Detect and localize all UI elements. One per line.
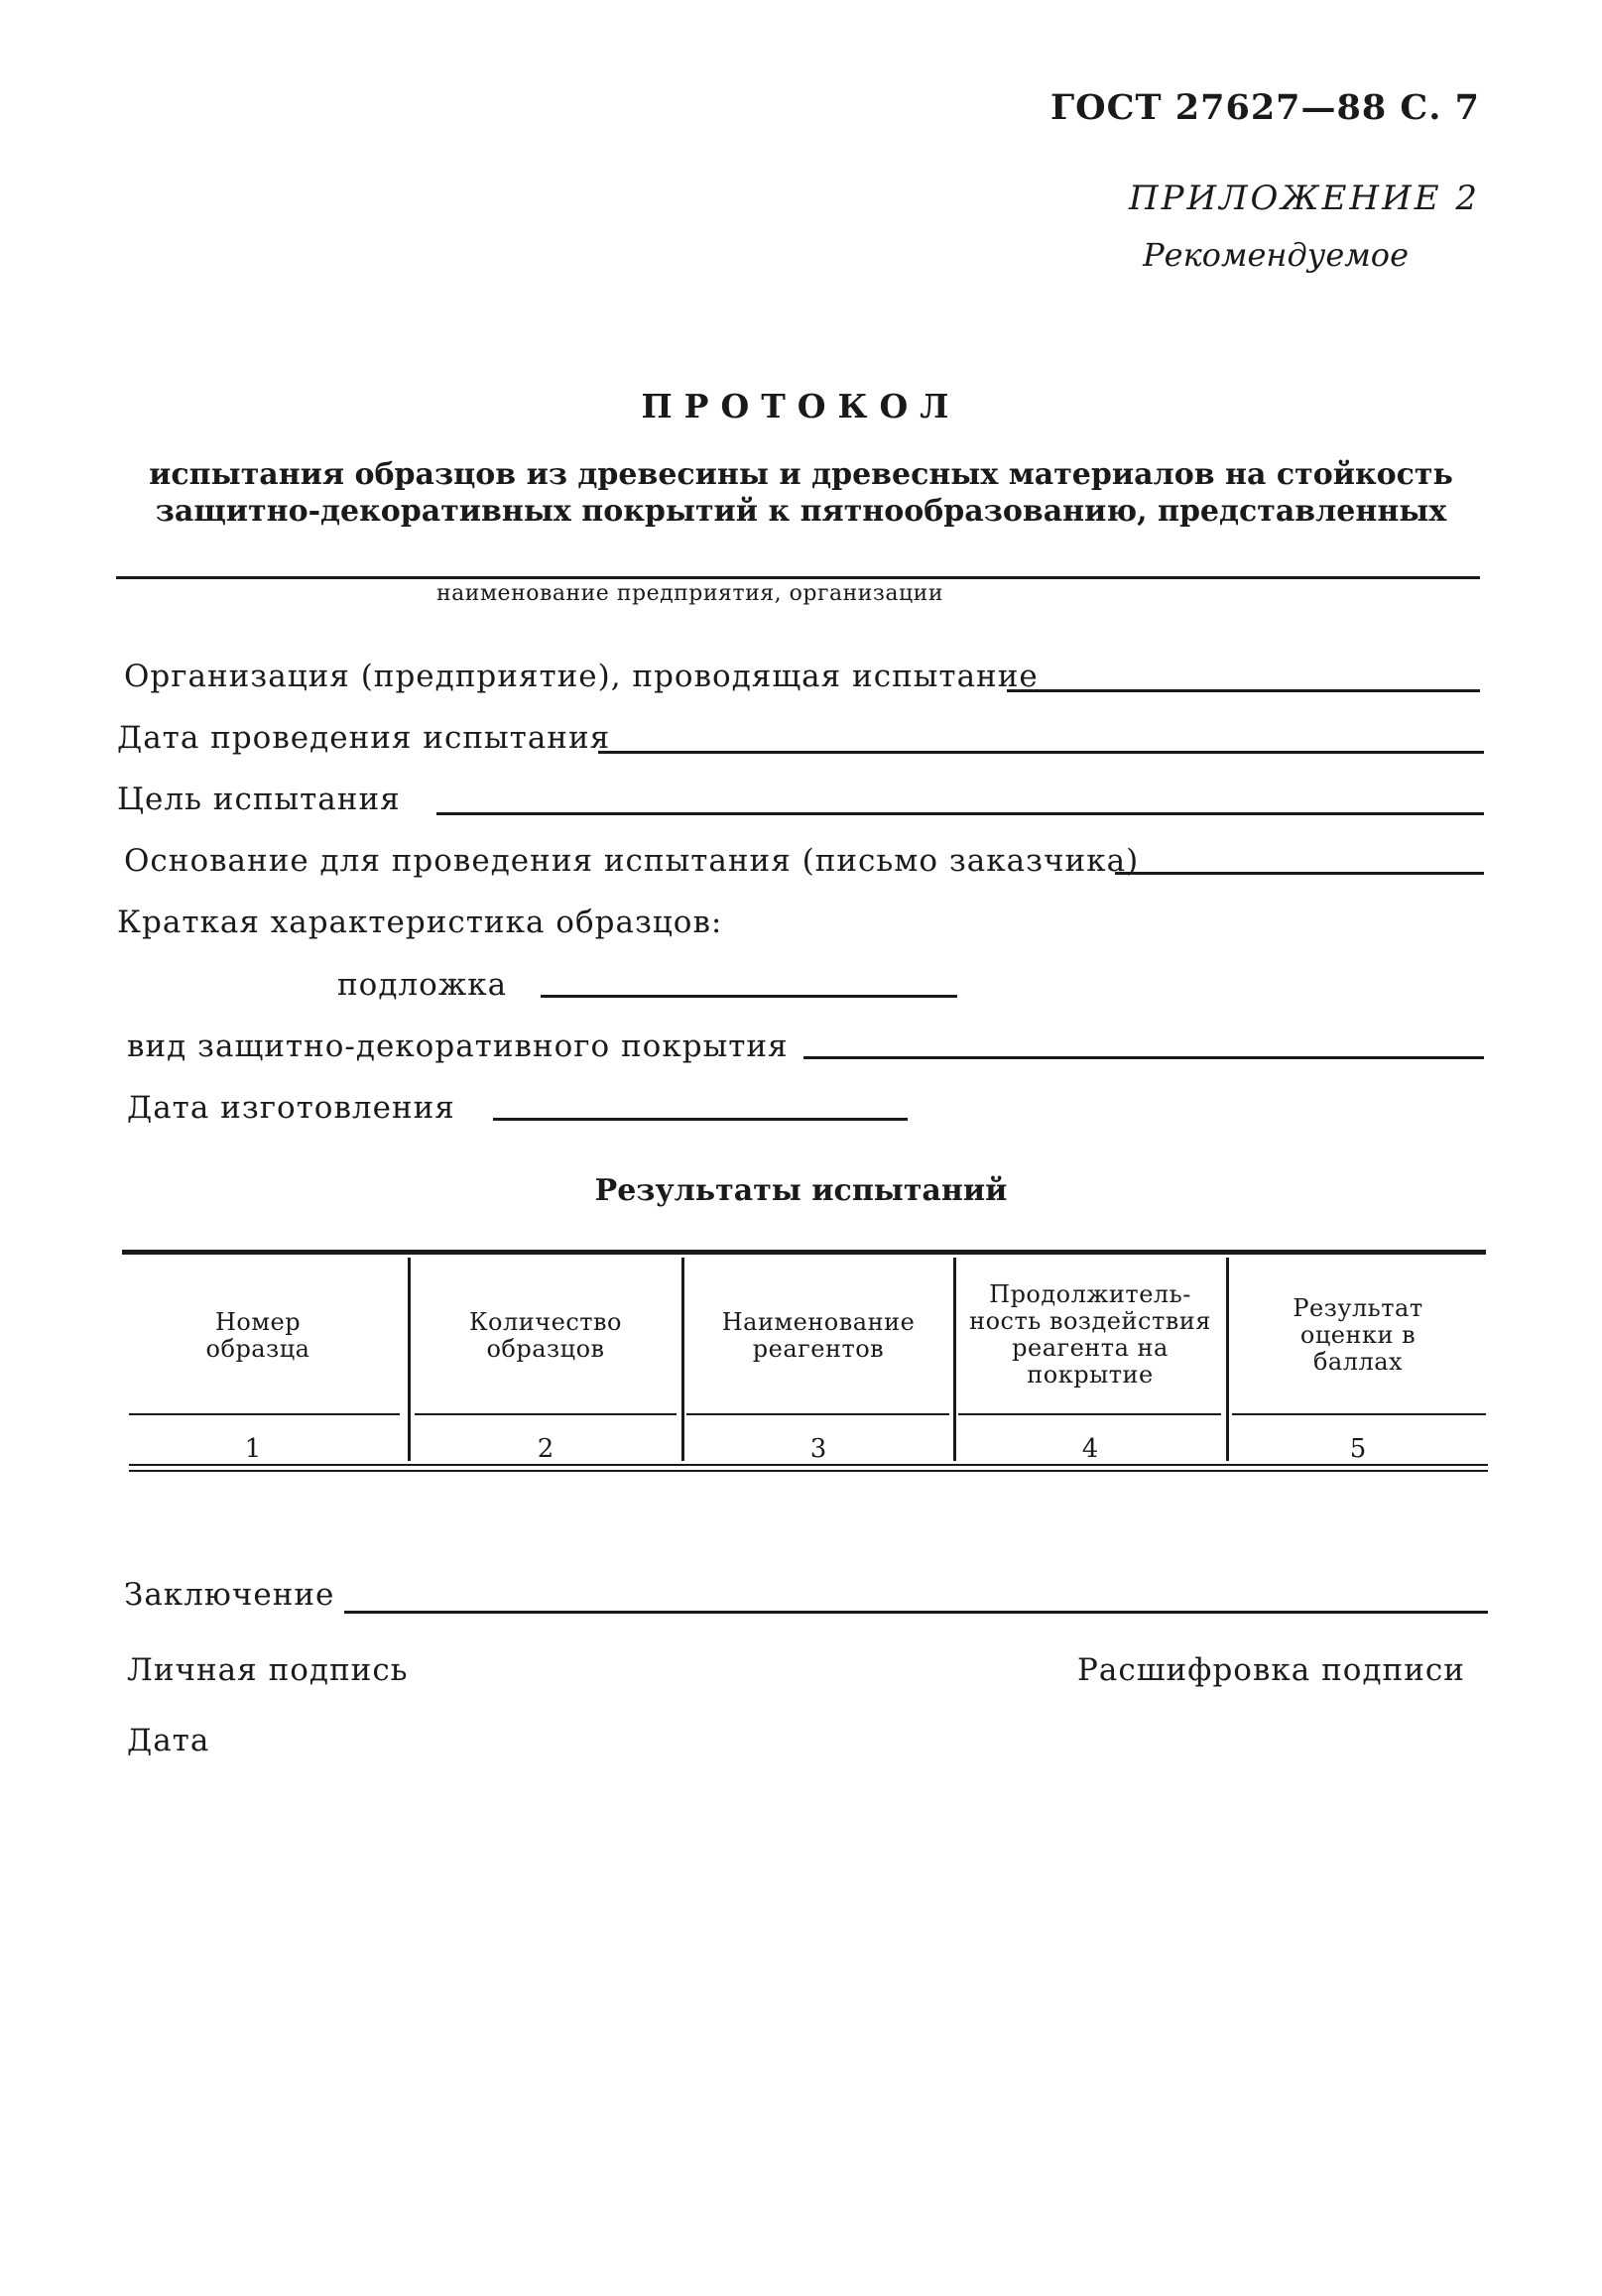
header-line: баллах: [1312, 1348, 1404, 1376]
column-number: 5: [1349, 1434, 1367, 1464]
header-line: образцов: [486, 1335, 605, 1363]
table-column-divider: [408, 1258, 411, 1461]
substrate-input-line[interactable]: [541, 995, 957, 998]
subtitle-line-2: защитно-декоративных покрытий к пятнообразованию, представленных: [155, 494, 1447, 529]
personal-signature-label: Личная подпись: [127, 1652, 409, 1688]
header-line: ность воздействия: [969, 1307, 1211, 1335]
subtitle-line-1: испытания образцов из древесины и древесных материалов на стойкость: [149, 457, 1453, 492]
header-line: Номер: [214, 1308, 302, 1336]
signature-decoding-label: Расшифровка подписи: [1077, 1652, 1465, 1688]
protocol-subtitle: [119, 456, 1483, 530]
column-header-text: [129, 1309, 387, 1363]
document-reference: ГОСТ 27627—88 С. 7: [1050, 87, 1480, 128]
header-underline: [415, 1413, 677, 1415]
protocol-title: ПРОТОКОЛ: [641, 387, 961, 425]
basis-label: Основание для проведения испытания (письмо заказчика): [124, 843, 1140, 879]
organization-label: Организация (предприятие), проводящая испытание: [124, 659, 1039, 694]
manufacture-date-label: Дата изготовления: [127, 1090, 455, 1126]
column-number: 4: [1081, 1434, 1099, 1464]
results-title: Результаты испытаний: [594, 1173, 1008, 1208]
header-line: реагента на: [1012, 1334, 1169, 1362]
column-number: 3: [809, 1434, 827, 1464]
conclusion-label: Заключение: [124, 1577, 335, 1613]
header-underline: [1232, 1413, 1486, 1415]
column-header-text: [1230, 1295, 1486, 1376]
table-column-divider: [681, 1258, 684, 1461]
column-header-exposure-duration: [954, 1281, 1226, 1389]
organization-input-line[interactable]: [1007, 689, 1480, 692]
header-line: Количество: [468, 1308, 622, 1336]
table-top-rule: [122, 1250, 1486, 1255]
header-line: покрытие: [1027, 1361, 1154, 1389]
header-underline: [129, 1413, 400, 1415]
column-header-text: [954, 1281, 1226, 1389]
column-number: 1: [244, 1434, 262, 1464]
appendix-status: Рекомендуемое: [1143, 236, 1409, 274]
header-line: Результат: [1293, 1294, 1423, 1322]
appendix-label: ПРИЛОЖЕНИЕ 2: [1128, 179, 1480, 218]
samples-characteristic-label: Краткая характеристика образцов:: [117, 905, 723, 940]
column-header-text: [412, 1309, 679, 1363]
column-header-sample-number: [129, 1309, 387, 1363]
column-header-reagents: [685, 1309, 951, 1363]
substrate-label: подложка: [337, 967, 508, 1003]
test-date-input-line[interactable]: [598, 751, 1484, 754]
manufacture-date-input-line[interactable]: [493, 1118, 908, 1121]
organization-name-line[interactable]: [116, 576, 1480, 579]
column-number: 2: [537, 1434, 555, 1464]
header-line: оценки в: [1299, 1321, 1417, 1349]
date-label: Дата: [127, 1723, 210, 1758]
header-line: Наименование: [721, 1308, 916, 1336]
column-header-sample-count: [412, 1309, 679, 1363]
conclusion-input-line[interactable]: [344, 1611, 1488, 1614]
purpose-label: Цель испытания: [117, 782, 401, 817]
table-column-divider: [1226, 1258, 1229, 1461]
organization-name-caption: наименование предприятия, организации: [436, 581, 944, 606]
basis-input-line[interactable]: [1115, 872, 1484, 875]
coating-type-input-line[interactable]: [803, 1056, 1484, 1059]
header-line: образца: [205, 1335, 310, 1363]
header-underline: [958, 1413, 1221, 1415]
header-underline: [686, 1413, 949, 1415]
column-header-text: [685, 1309, 951, 1363]
column-header-score: [1230, 1295, 1486, 1376]
header-line: реагентов: [752, 1335, 885, 1363]
table-bottom-rule: [129, 1464, 1488, 1466]
table-bottom-rule-double: [129, 1470, 1488, 1472]
purpose-input-line[interactable]: [436, 812, 1484, 815]
coating-type-label: вид защитно-декоративного покрытия: [127, 1028, 789, 1064]
header-line: Продолжитель-: [989, 1280, 1191, 1308]
test-date-label: Дата проведения испытания: [117, 720, 611, 756]
